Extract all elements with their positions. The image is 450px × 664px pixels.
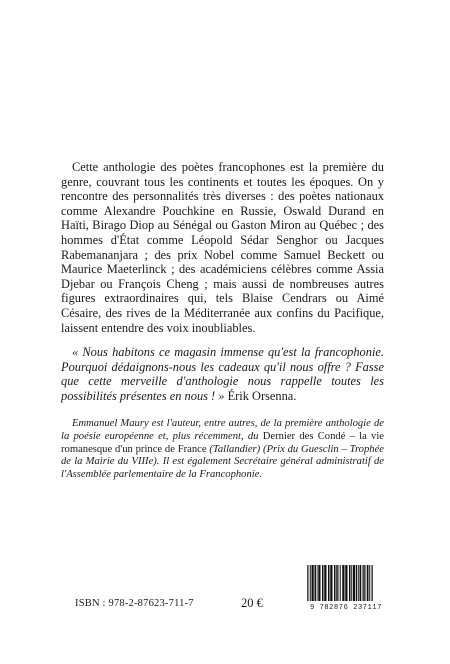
barcode-bar xyxy=(340,565,341,601)
barcode-bar xyxy=(342,565,344,601)
barcode-bar xyxy=(318,565,320,601)
barcode-bar xyxy=(351,565,352,601)
bio-publisher: (Tallandier) xyxy=(209,443,261,455)
barcode-bar xyxy=(353,565,355,601)
barcode-bar xyxy=(324,565,326,601)
barcode-bar xyxy=(334,565,336,601)
barcode-bar xyxy=(366,565,367,601)
author-bio xyxy=(61,418,384,482)
summary-paragraph: Cette anthologie des poètes francophones est la première du genre, couvrant tous les continents et toutes les époques. On y rencontre des personnalités très diverses : des poètes nationaux comme Alexandre Pouchkine en Russie, Oswald Durand en Haïti, Birago Diop au Sénégal ou Gaston Miron au Québec ; des hommes d'État comme Léopold Sédar Senghor ou Jacques Rabemananjara ; des prix Nobel comme Samuel Beckett ou Maurice Maeterlinck ; des académiciens célèbres comme Assia Djebar ou François Cheng ; mais aussi de nombreuses autres figures extraordinaires qui, tels Blaise Cendrars ou Aimé Césaire, des rives de la Méditerranée aux confins du Pacifique, laissent entendre des voix inoubliables. xyxy=(61,160,384,335)
quote-author: Érik Orsenna. xyxy=(227,388,297,403)
barcode-bar xyxy=(367,565,369,601)
barcode-bar xyxy=(307,565,308,601)
bio-prize: (Prix du Guesclin – Trophée de la Mairie du VIIIe). xyxy=(61,443,384,468)
quote-text: « Nous habitons ce magasin immense qu'est la francophonie. Pourquoi dédaignons-nous les cadeaux qu'il nous offre ? Fasse que cette merveille d'anthologie nous rappelle toutes les possibilités présentes en nous ! » xyxy=(61,345,384,403)
barcode-bar xyxy=(312,565,314,601)
barcode-bar xyxy=(309,565,310,601)
barcode-bar xyxy=(369,565,370,601)
barcode-bar xyxy=(328,565,330,601)
barcode-digits: 9 782876 237117 xyxy=(309,604,382,612)
barcode-bar xyxy=(356,565,358,601)
price-label: 20 € xyxy=(241,596,263,610)
bio-book-title: Dernier des Condé – la vie romanesque d'un prince de France xyxy=(61,430,384,455)
barcode xyxy=(301,565,391,615)
barcode-bar xyxy=(317,565,318,601)
barcode-bar xyxy=(363,565,365,601)
barcode-bar xyxy=(349,565,351,601)
barcode-bar xyxy=(362,565,363,601)
bio-paragraph xyxy=(61,418,384,482)
barcode-bar xyxy=(336,565,338,601)
quote-paragraph xyxy=(61,345,384,403)
barcode-bar xyxy=(371,565,372,601)
barcode-bar xyxy=(345,565,347,601)
barcode-bars xyxy=(301,565,391,605)
barcode-bar xyxy=(322,565,324,601)
barcode-bar xyxy=(360,565,362,601)
isbn-label: ISBN : 978-2-87623-711-7 xyxy=(75,598,194,609)
barcode-bar xyxy=(372,565,373,601)
bio-part2: Il est également Secrétaire général administratif de l'Assemblée parlementaire de la Francophonie. xyxy=(61,456,384,481)
bio-part1: Emmanuel Maury est l'auteur, entre autres, de la première anthologie de la poésie européenne et, plus récemment, du xyxy=(61,418,384,442)
barcode-bar xyxy=(315,565,317,601)
barcode-bar xyxy=(310,565,311,601)
back-cover-summary xyxy=(61,160,384,335)
barcode-bar xyxy=(358,565,359,601)
barcode-bar xyxy=(339,565,340,601)
barcode-bar xyxy=(330,565,332,601)
endorsement-quote xyxy=(61,345,384,403)
